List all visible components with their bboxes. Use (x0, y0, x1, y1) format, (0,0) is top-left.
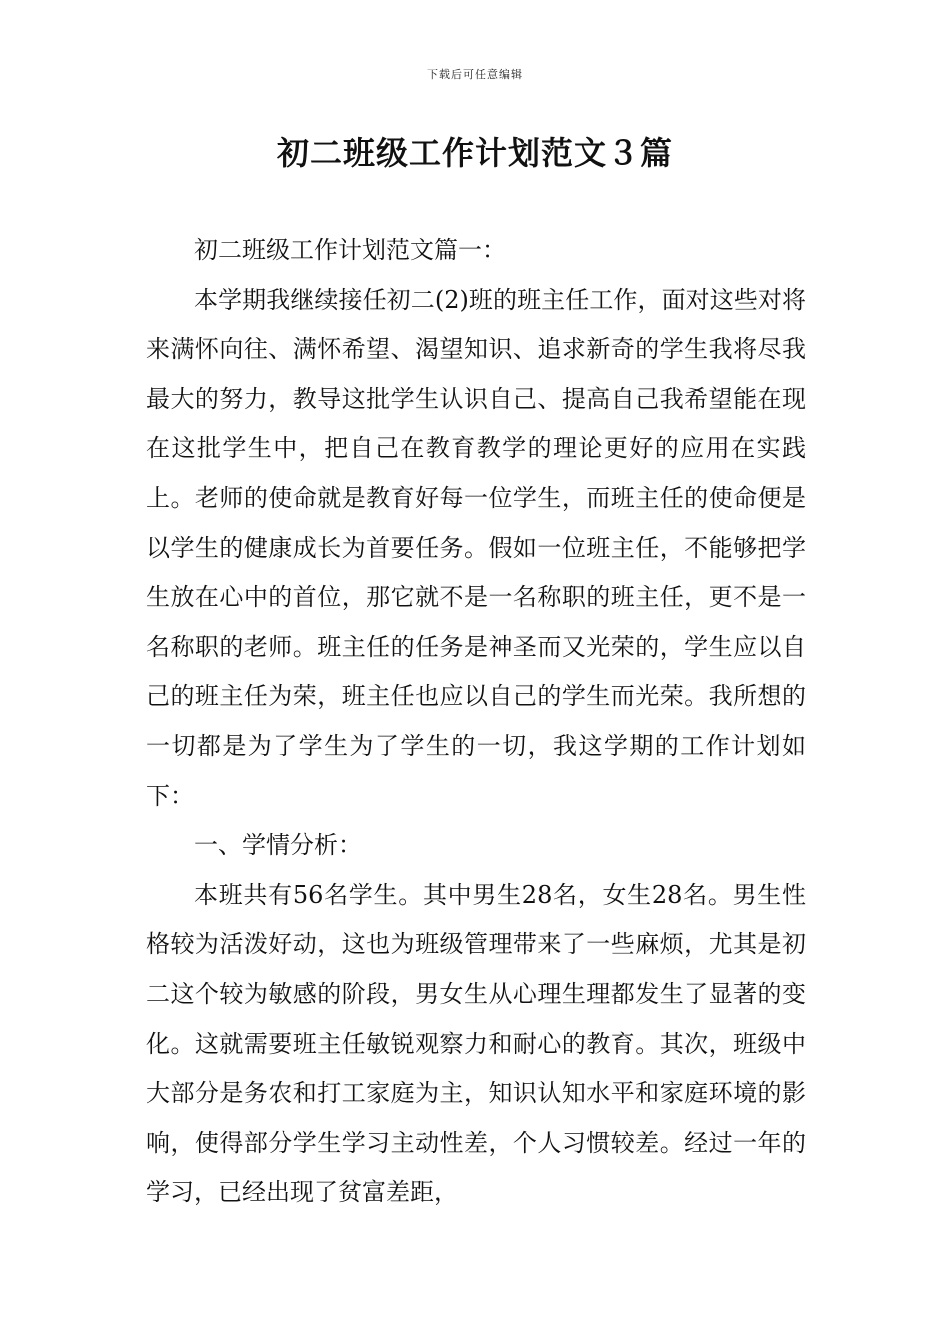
document-title: 初二班级工作计划范文３篇 (276, 134, 673, 172)
section-heading-1: 初二班级工作计划范文篇一： (194, 236, 506, 264)
document-body (146, 226, 806, 1218)
body-paragraph-1: 本学期我继续接任初二(2)班的班主任工作，面对这些对将来满怀向往、满怀希望、渴望知识、追求新奇的学生我将尽我最大的努力，教导这批学生认识自己、提高自己我希望能在现在这批学生中，把自己在教育教学的理论更好的应用在实践上。老师的使命就是教育好每一位学生，而班主任的使命便是以学生的健康成长为首要任务。假如一位班主任，不能够把学生放在心中的首位，那它就不是一名称职的班主任，更不是一名称职的老师。班主任的任务是神圣而又光荣的，学生应以自己的班主任为荣，班主任也应以自己的学生而光荣。我所想的一切都是为了学生为了学生的一切，我这学期的工作计划如下： (146, 285, 806, 810)
section-heading-2: 一、学情分析： (194, 831, 362, 860)
body-paragraph-2: 本班共有56名学生。其中男生28名，女生28名。男生性格较为活泼好动，这也为班级管理带来了一些麻烦，尤其是初二这个较为敏感的阶段，男女生从心理生理都发生了显著的变化。这就需要班主任敏锐观察力和耐心的教育。其次，班级中大部分是务农和打工家庭为主，知识认知水平和家庭环境的影响，使得部分学生学习主动性差，个人习惯较差。经过一年的学习，已经出现了贫富差距， (146, 880, 806, 1207)
page-header-note: 下载后可任意编辑 (427, 68, 523, 81)
